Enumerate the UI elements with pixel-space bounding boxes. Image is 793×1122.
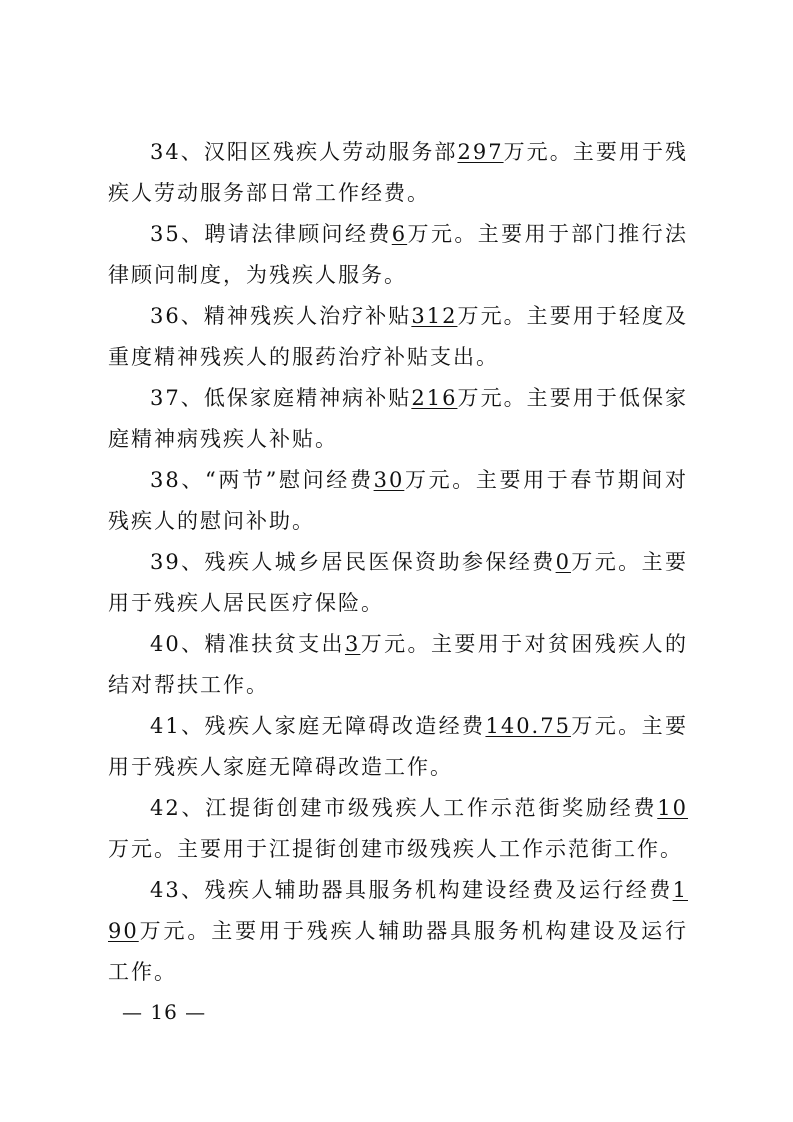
item-amount: 0 — [555, 550, 571, 574]
list-item — [108, 214, 688, 296]
item-description: 万元。主要用于轻度及重度精神残疾人的服药治疗补贴支出。 — [108, 304, 689, 369]
item-amount: 297 — [457, 140, 504, 164]
item-amount: 216 — [411, 386, 458, 410]
item-amount: 30 — [373, 468, 405, 492]
item-amount: 312 — [411, 304, 458, 328]
item-text: 残疾人家庭无障碍改造经费 — [204, 714, 486, 738]
item-number: 36、 — [150, 304, 204, 328]
item-text: 汉阳区残疾人劳动服务部 — [203, 140, 458, 164]
list-item — [108, 132, 688, 214]
item-amount: 3 — [344, 632, 361, 656]
item-description: 万元。主要用于春节期间对残疾人的慰问补助。 — [108, 468, 688, 533]
item-description: 万元。主要用于江提街创建市级残疾人工作示范街工作。 — [108, 837, 683, 861]
item-amount: 6 — [391, 222, 408, 246]
item-number: 38、 — [150, 468, 205, 492]
item-number: 39、 — [150, 550, 205, 574]
list-item — [108, 542, 688, 624]
item-list — [108, 132, 688, 993]
item-description: 万元。主要用于低保家庭精神病残疾人补贴。 — [108, 386, 689, 451]
item-text: 精神残疾人治疗补贴 — [203, 304, 412, 328]
item-text: 精准扶贫支出 — [204, 632, 345, 656]
item-description: 万元。主要用于部门推行法律顾问制度，为残疾人服务。 — [108, 222, 688, 287]
item-text: 江提街创建市级残疾人工作示范街奖励经费 — [205, 796, 658, 820]
item-number: 40、 — [150, 632, 205, 656]
list-item — [108, 378, 688, 460]
item-text: 残疾人辅助器具服务机构建设经费及运行经费 — [204, 878, 673, 902]
item-number: 41、 — [150, 714, 205, 738]
item-description: 万元。主要用于残疾人劳动服务部日常工作经费。 — [108, 140, 689, 205]
item-number: 42、 — [150, 796, 206, 820]
item-number: 34、 — [150, 140, 204, 164]
item-text: “两节”慰问经费 — [205, 468, 374, 492]
item-number: 35、 — [150, 222, 205, 246]
item-description: 万元。主要用于残疾人居民医疗保险。 — [108, 550, 688, 615]
item-text: 低保家庭精神病补贴 — [203, 386, 412, 410]
page-number: — 16 — — [122, 1000, 207, 1024]
list-item — [108, 870, 688, 993]
list-item — [108, 624, 688, 706]
item-description: 万元。主要用于对贫困残疾人的结对帮扶工作。 — [108, 632, 689, 697]
item-amount: 140.75 — [485, 714, 571, 738]
list-item — [108, 706, 688, 788]
item-text: 聘请法律顾问经费 — [204, 222, 392, 246]
item-number: 37、 — [150, 386, 204, 410]
list-item — [108, 460, 688, 542]
list-item — [108, 296, 688, 378]
item-amount: 190 — [108, 878, 688, 943]
item-description: 万元。主要用于残疾人家庭无障碍改造工作。 — [108, 714, 689, 779]
item-number: 43、 — [150, 878, 205, 902]
item-amount: 10 — [657, 796, 688, 820]
item-text: 残疾人城乡居民医保资助参保经费 — [204, 550, 556, 574]
list-item — [108, 788, 688, 870]
item-description: 万元。主要用于残疾人辅助器具服务机构建设及运行工作。 — [108, 919, 688, 984]
